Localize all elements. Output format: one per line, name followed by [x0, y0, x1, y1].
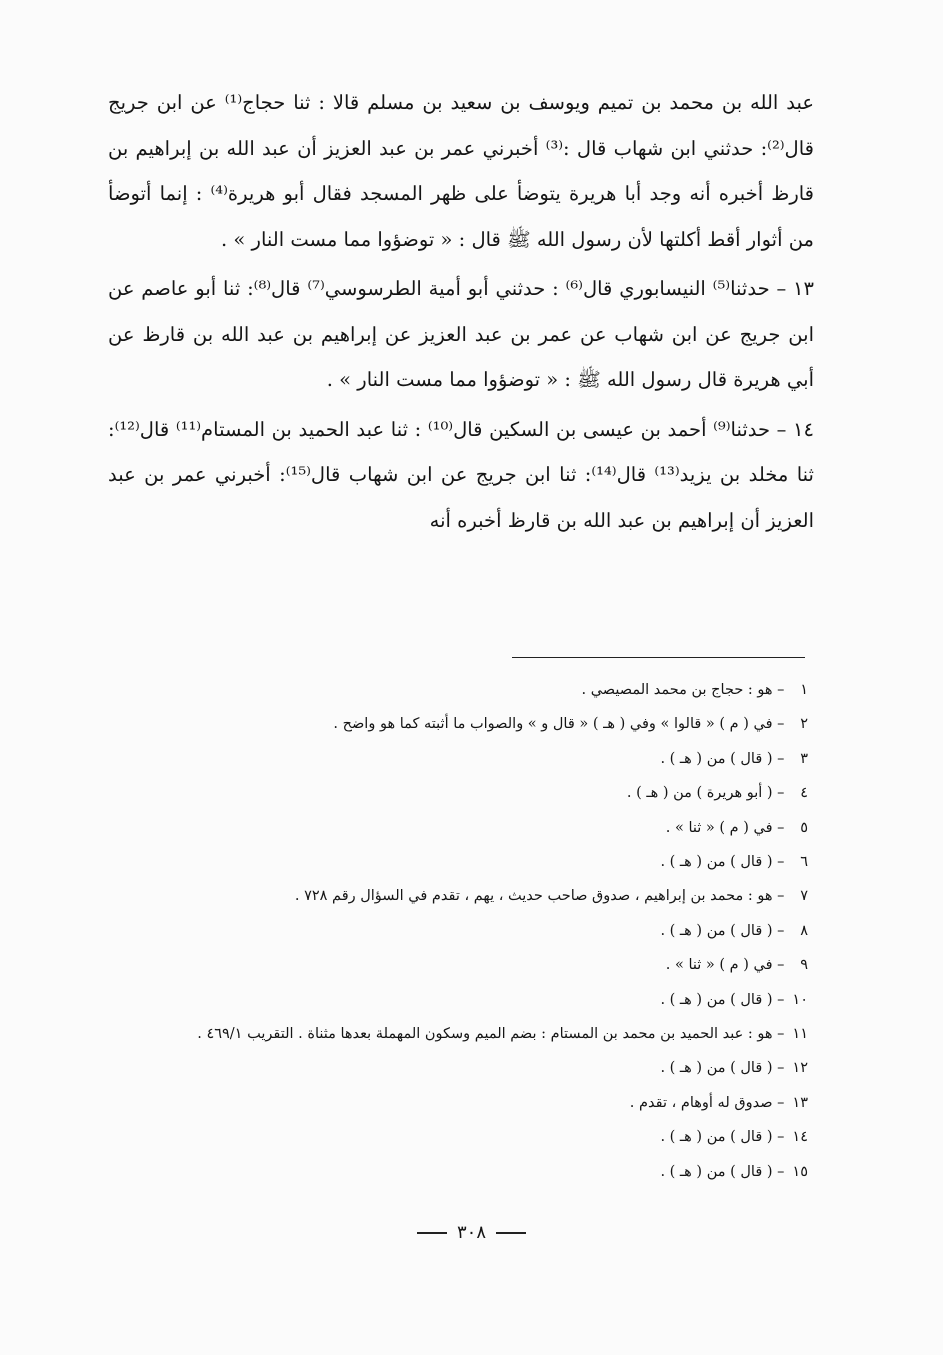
- footnote-text: ( قال ) من ( هـ ) .: [660, 750, 773, 767]
- footnote: ٨ – ( قال ) من ( هـ ) .: [100, 914, 808, 948]
- footnote: ٧ – هو : محمد بن إبراهيم ، صدوق صاحب حديث ، يهم ، تقدم في السؤال رقم ٧٢٨ .: [100, 879, 808, 913]
- footnote-number: ١٠: [792, 991, 808, 1008]
- main-text: [108, 80, 814, 543]
- paragraph-hadith-13: ١٣ – حدثنا⁽⁵⁾ النيسابوري قال⁽⁶⁾ : حدثني أبو أمية الطرسوسي⁽⁷⁾ قال⁽⁸⁾: ثنا أبو عاصم عن ابن جريج عن ابن شهاب عن عمر بن عبد العزيز عن إبراهيم بن عبد الله بن قارظ عن أبي هريرة قال رسول الله ﷺ : « توضؤوا مما مست النار » .: [108, 277, 814, 391]
- footnote-text: هو : حجاج بن محمد المصيصي .: [581, 682, 773, 698]
- page-number: ٣٠٨: [456, 1222, 486, 1243]
- footnote-number: ٤: [800, 785, 808, 802]
- footnote-text: ( قال ) من ( هـ ) .: [660, 991, 773, 1008]
- footnote-text: في ( م ) « قالوا » وفي ( هـ ) « قال و » والصواب ما أثبته كما هو واضح .: [333, 716, 773, 733]
- footnotes: [100, 673, 808, 1189]
- footnote-text: ( قال ) من ( هـ ) .: [660, 1129, 773, 1146]
- footnote: ٥ – في ( م ) « ثنا » .: [100, 811, 808, 845]
- footnote-text: صدوق له أوهام ، تقدم .: [629, 1094, 773, 1111]
- footnote-text: ( قال ) من ( هـ ) .: [660, 1060, 773, 1077]
- footnote: ١٣ – صدوق له أوهام ، تقدم .: [100, 1086, 808, 1120]
- paragraph-hadith-12-end: عبد الله بن محمد بن تميم ويوسف بن سعيد بن مسلم قالا : ثنا حجاج⁽¹⁾ عن ابن جريج قال⁽²⁾: حدثني ابن شهاب قال :⁽³⁾ أخبرني عمر بن عبد العزيز أن عبد الله بن إبراهيم بن قارظ أخبره أنه وجد أبا هريرة يتوضأ على ظهر المسجد فقال أبو هريرة⁽⁴⁾ : إنما أتوضأ من أثوار أقط أكلتها لأن رسول الله ﷺ قال : « توضؤوا مما مست النار » .: [108, 91, 814, 251]
- footnote: ١٢ – ( قال ) من ( هـ ) .: [100, 1051, 808, 1085]
- footnote: ٩ – في ( م ) « ثنا » .: [100, 948, 808, 982]
- footnote: ٤ – ( أبو هريرة ) من ( هـ ) .: [100, 776, 808, 810]
- footnote-number: ١٥: [792, 1163, 808, 1180]
- footnote: ٢ – في ( م ) « قالوا » وفي ( هـ ) « قال و » والصواب ما أثبته كما هو واضح .: [100, 707, 808, 741]
- footnote-separator: [512, 657, 805, 658]
- paragraph-hadith-14: ١٤ – حدثنا⁽⁹⁾ أحمد بن عيسى بن السكين قال⁽¹⁰⁾ : ثنا عبد الحميد بن المستام⁽¹¹⁾ قال⁽¹²⁾: ثنا مخلد بن يزيد⁽¹³⁾ قال⁽¹⁴⁾: ثنا ابن جريج عن ابن شهاب قال⁽¹⁵⁾: أخبرني عمر بن عبد العزيز أن إبراهيم بن عبد الله بن قارظ أخبره أنه: [108, 417, 814, 532]
- footnote-number: ٦: [800, 854, 808, 871]
- footnote-number: ٣: [800, 750, 808, 767]
- footnote-text: ( قال ) من ( هـ ) .: [660, 854, 773, 871]
- footnote-number: ٩: [800, 957, 808, 974]
- footnote-text: هو : عبد الحميد بن محمد بن المستام : بضم الميم وسكون المهملة بعدها مثناة . التقريب ٤٦٩/١ .: [197, 1026, 773, 1043]
- page-footer: [0, 1222, 943, 1243]
- dash-decoration: [496, 1232, 526, 1234]
- footnote-number: ١٢: [792, 1060, 808, 1077]
- footnote-number: ٧: [800, 888, 808, 905]
- footnote-text: هو : محمد بن إبراهيم ، صدوق صاحب حديث ، يهم ، تقدم في السؤال رقم ٧٢٨ .: [294, 888, 773, 905]
- footnote-number: ١٤: [792, 1129, 808, 1146]
- footnote: ٣ – ( قال ) من ( هـ ) .: [100, 742, 808, 776]
- footnote: ١٠ – ( قال ) من ( هـ ) .: [100, 983, 808, 1017]
- footnote-number: ٨: [800, 922, 808, 939]
- footnote: ١٤ – ( قال ) من ( هـ ) .: [100, 1120, 808, 1154]
- footnote-text: ( قال ) من ( هـ ) .: [660, 1163, 773, 1180]
- footnote-text: في ( م ) « ثنا » .: [665, 957, 773, 974]
- footnote: ٦ – ( قال ) من ( هـ ) .: [100, 845, 808, 879]
- footnote-text: في ( م ) « ثنا » .: [665, 819, 773, 836]
- footnote-number: ١: [800, 682, 808, 698]
- dash-decoration: [417, 1232, 447, 1234]
- footnote: ١١ – هو : عبد الحميد بن محمد بن المستام : بضم الميم وسكون المهملة بعدها مثناة . التقريب ٤٦٩/١ .: [100, 1017, 808, 1051]
- footnote: ١ – هو : حجاج بن محمد المصيصي .: [100, 673, 808, 707]
- footnote-number: ٢: [800, 716, 808, 733]
- footnote-number: ١٣: [792, 1094, 808, 1111]
- footnote-text: ( قال ) من ( هـ ) .: [660, 922, 773, 939]
- footnote-text: ( أبو هريرة ) من ( هـ ) .: [626, 785, 773, 802]
- footnote: ١٥ – ( قال ) من ( هـ ) .: [100, 1155, 808, 1189]
- footnote-number: ١١: [792, 1026, 808, 1043]
- footnote-number: ٥: [800, 819, 808, 836]
